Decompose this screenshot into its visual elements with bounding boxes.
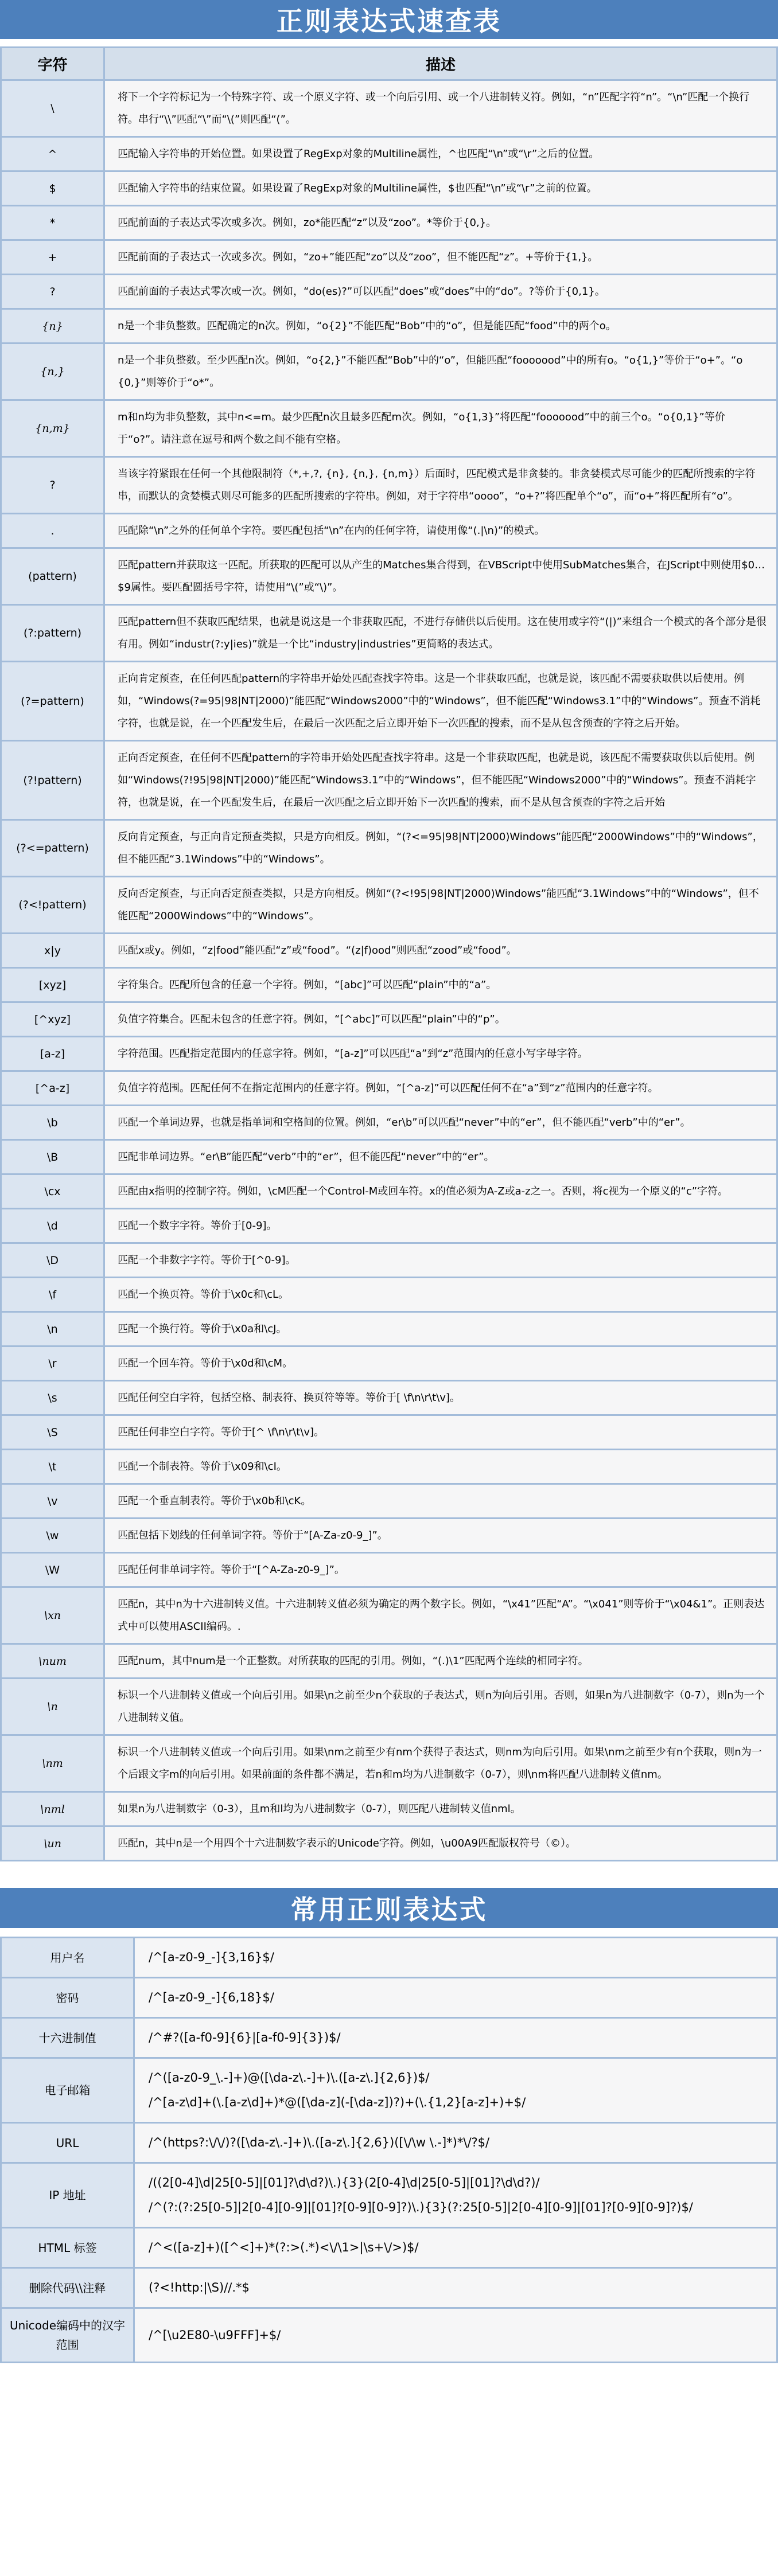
char-cell: (?:pattern) [1,605,104,662]
desc-cell: 匹配前面的子表达式零次或多次。例如，zo*能匹配“z”以及“zoo”。*等价于{0,}。 [104,206,777,240]
regex-name-cell: URL [1,2123,134,2163]
desc-cell: 匹配输入字符串的开始位置。如果设置了RegExp对象的Multiline属性，^也匹配“\n”或“\r”之后的位置。 [104,137,777,171]
table-row [1,2018,777,2058]
char-cell: (?<=pattern) [1,820,104,877]
desc-cell: 匹配一个垂直制表符。等价于\x0b和\cK。 [104,1484,777,1519]
char-cell: \W [1,1553,104,1587]
char-cell: \t [1,1450,104,1484]
pattern-line: /^([a-z0-9_\.-]+)@([\da-z\.-]+)\.([a-z\.]{2,6})$/ [149,2071,430,2085]
table-row [1,1938,777,1978]
table-row [1,1735,777,1792]
pattern-line: /^[\u2E80-\u9FFF]+$/ [149,2328,281,2342]
table-row [1,2308,777,2363]
desc-cell: 匹配一个换页符。等价于\x0c和\cL。 [104,1278,777,1312]
table-row [1,1174,777,1209]
char-cell: [a-z] [1,1037,104,1071]
table-row [1,1381,777,1415]
char-cell: {n} [1,309,104,344]
char-cell: \xn [1,1587,104,1644]
common-regex-table [0,1937,778,2363]
table-row [1,2163,777,2228]
table-row [1,206,777,240]
desc-cell: 正向否定预查，在任何不匹配pattern的字符串开始处匹配查找字符串。这是一个非获取匹配，也就是说，该匹配不需要获取供以后使用。例如“Windows(?!95|98|NT|2000)”能匹配“Windows3.1”中的“Windows”，但不能匹配“Windows2000”中的“Windows”。预查不消耗字符，也就是说，在一个匹配发生后，在最后一次匹配之后立即开始下一次匹配的搜索，而不是从包含预查的字符之后开始 [104,741,777,820]
column-header-desc: 描述 [104,48,777,80]
table-row [1,1243,777,1278]
char-cell: \ [1,80,104,137]
desc-cell: m和n均为非负整数，其中n<=m。最少匹配n次且最多匹配m次。例如，“o{1,3}”将匹配“fooooood”中的前三个o。“o{0,1}”等价于“o?”。请注意在逗号和两个数之间不能有空格。 [104,400,777,457]
desc-cell: 字符范围。匹配指定范围内的任意字符。例如，“[a-z]”可以匹配“a”到“z”范围内的任意小写字母字符。 [104,1037,777,1071]
char-cell: \s [1,1381,104,1415]
char-cell: (pattern) [1,548,104,605]
char-cell: \f [1,1278,104,1312]
desc-cell: 如果n为八进制数字（0-3），且m和l均为八进制数字（0-7），则匹配八进制转义值nml。 [104,1792,777,1826]
regex-pattern-cell [134,2308,777,2363]
desc-cell: 将下一个字符标记为一个特殊字符、或一个原义字符、或一个向后引用、或一个八进制转义符。例如，“n”匹配字符“n”。“\n”匹配一个换行符。串行“\\”匹配“\”而“\(”则匹配“(”。 [104,80,777,137]
desc-cell: 匹配一个非数字字符。等价于[^0-9]。 [104,1243,777,1278]
desc-cell: 匹配一个单词边界，也就是指单词和空格间的位置。例如，“er\b”可以匹配“never”中的“er”，但不能匹配“verb”中的“er”。 [104,1106,777,1140]
desc-cell: 当该字符紧跟在任何一个其他限制符（*,+,?, {n}, {n,}, {n,m}）后面时，匹配模式是非贪婪的。非贪婪模式尽可能少的匹配所搜索的字符串，而默认的贪婪模式则尽可能多的匹配所搜索的字符串。例如，对于字符串“oooo”，“o+?”将匹配单个“o”，而“o+”将匹配所有“o”。 [104,457,777,514]
table2-banner [0,1888,778,1928]
table-row [1,2123,777,2163]
pattern-line: /^[a-z0-9_-]{6,18}$/ [149,1990,274,2004]
table-row [1,605,777,662]
column-header-char: 字符 [1,48,104,80]
table-row [1,1002,777,1037]
table-row [1,240,777,275]
pattern-line: /^<([a-z]+)([^<]+)*(?:>(.*)<\/\1>|\s+\/>)$/ [149,2241,419,2254]
table-row [1,171,777,206]
desc-cell: 匹配非单词边界。“er\B”能匹配“verb”中的“er”，但不能匹配“never”中的“er”。 [104,1140,777,1174]
regex-pattern-cell [134,2123,777,2163]
table-row [1,548,777,605]
char-cell: ? [1,457,104,514]
char-cell: \S [1,1415,104,1450]
desc-cell: 负值字符集合。匹配未包含的任意字符。例如，“[^abc]”可以匹配“plain”中的“p”。 [104,1002,777,1037]
desc-cell: 匹配x或y。例如，“z|food”能匹配“z”或“food”。“(z|f)ood”则匹配“zood”或“food”。 [104,934,777,968]
table-row [1,1278,777,1312]
char-cell: (?!pattern) [1,741,104,820]
char-cell: [xyz] [1,968,104,1002]
regex-name-cell: 删除代码\\注释 [1,2268,134,2308]
char-cell: + [1,240,104,275]
desc-cell: 匹配n，其中n是一个用四个十六进制数字表示的Unicode字符。例如，\u00A9匹配版权符号（©）。 [104,1826,777,1861]
regex-cheatsheet-table [0,46,778,1861]
char-cell: ^ [1,137,104,171]
regex-name-cell: 密码 [1,1978,134,2018]
header-row [1,48,777,80]
char-cell: {n,m} [1,400,104,457]
table-row [1,1346,777,1381]
table2-title: 常用正则表达式 [290,1894,488,1925]
char-cell: $ [1,171,104,206]
table-row [1,1484,777,1519]
desc-cell: 匹配除“\n”之外的任何单个字符。要匹配包括“\n”在内的任何字符，请使用像“(.|\n)”的模式。 [104,514,777,548]
table-row [1,1826,777,1861]
desc-cell: 匹配一个数字字符。等价于[0-9]。 [104,1209,777,1243]
table-row [1,80,777,137]
pattern-line: /^(https?:\/\/)?([\da-z\.-]+)\.([a-z\.]{2,6})([\/\w \.-]*)*\/?$/ [149,2136,490,2149]
pattern-line: /^(?:(?:25[0-5]|2[0-4][0-9]|[01]?[0-9][0-9]?)\.){3}(?:25[0-5]|2[0-4][0-9]|[01]?[0-9][0-9]?)$/ [149,2200,693,2214]
table-row [1,1071,777,1106]
table-row [1,1140,777,1174]
table-row [1,934,777,968]
desc-cell: 匹配任何非空白字符。等价于[^ \f\n\r\t\v]。 [104,1415,777,1450]
char-cell: [^a-z] [1,1071,104,1106]
desc-cell: n是一个非负整数。匹配确定的n次。例如，“o{2}”不能匹配“Bob”中的“o”，但是能匹配“food”中的两个o。 [104,309,777,344]
regex-pattern-cell [134,2163,777,2228]
char-cell: (?<!pattern) [1,877,104,934]
regex-name-cell: Unicode编码中的汉字范围 [1,2308,134,2363]
regex-pattern-cell [134,2228,777,2268]
desc-cell: 反向肯定预查，与正向肯定预查类拟，只是方向相反。例如，“(?<=95|98|NT|2000)Windows”能匹配“2000Windows”中的“Windows”，但不能匹配“3.1Windows”中的“Windows”。 [104,820,777,877]
char-cell: {n,} [1,344,104,400]
table-row [1,1415,777,1450]
pattern-line: (?<!http:|\S)//.*$ [149,2281,250,2294]
char-cell: \un [1,1826,104,1861]
table-row [1,275,777,309]
desc-cell: 匹配n，其中n为十六进制转义值。十六进制转义值必须为确定的两个数字长。例如，“\x41”匹配“A”。“\x041”则等价于“\x04&1”。正则表达式中可以使用ASCII编码。. [104,1587,777,1644]
desc-cell: 匹配num，其中num是一个正整数。对所获取的匹配的引用。例如，“(.)\1”匹配两个连续的相同字符。 [104,1644,777,1679]
table-row [1,968,777,1002]
regex-name-cell: IP 地址 [1,2163,134,2228]
char-cell: * [1,206,104,240]
pattern-line: /^[a-z0-9_-]{3,16}$/ [149,1950,274,1964]
char-cell: \d [1,1209,104,1243]
table-row [1,1312,777,1346]
desc-cell: 匹配pattern但不获取匹配结果，也就是说这是一个非获取匹配，不进行存储供以后使用。这在使用或字符“(|)”来组合一个模式的各个部分是很有用。例如“industr(?:y|ies)”就是一个比“industry|industries”更简略的表达式。 [104,605,777,662]
desc-cell: n是一个非负整数。至少匹配n次。例如，“o{2,}”不能匹配“Bob”中的“o”，但能匹配“fooooood”中的所有o。“o{1,}”等价于“o+”。“o{0,}”则等价于“o*”。 [104,344,777,400]
table-row [1,1450,777,1484]
table-row [1,2268,777,2308]
table-row [1,1519,777,1553]
desc-cell: 匹配任何非单词字符。等价于“[^A-Za-z0-9_]”。 [104,1553,777,1587]
desc-cell: 匹配pattern并获取这一匹配。所获取的匹配可以从产生的Matches集合得到，在VBScript中使用SubMatches集合，在JScript中则使用$0…$9属性。要匹配圆括号字符，请使用“\(”或“\)”。 [104,548,777,605]
table-row [1,1679,777,1735]
table-row [1,137,777,171]
table-row [1,1644,777,1679]
char-cell: \D [1,1243,104,1278]
pattern-line: /((2[0-4]\d|25[0-5]|[01]?\d\d?)\.){3}(2[0-4]\d|25[0-5]|[01]?\d\d?)/ [149,2176,540,2189]
desc-cell: 负值字符范围。匹配任何不在指定范围内的任意字符。例如，“[^a-z]”可以匹配任何不在“a”到“z”范围内的任意字符。 [104,1071,777,1106]
desc-cell: 反向否定预查，与正向否定预查类拟，只是方向相反。例如“(?<!95|98|NT|2000)Windows”能匹配“3.1Windows”中的“Windows”，但不能匹配“2000Windows”中的“Windows”。 [104,877,777,934]
table-row [1,1553,777,1587]
regex-name-cell: 电子邮箱 [1,2058,134,2123]
regex-pattern-cell [134,1978,777,2018]
pattern-line: /^[a-z\d]+(\.[a-z\d]+)*@([\da-z](-[\da-z])?)+(\.{1,2}[a-z]+)+$/ [149,2095,526,2109]
char-cell: \n [1,1679,104,1735]
regex-pattern-cell [134,1938,777,1978]
table-row [1,457,777,514]
regex-name-cell: 用户名 [1,1938,134,1978]
pattern-line: /^#?([a-f0-9]{6}|[a-f0-9]{3})$/ [149,2031,341,2044]
char-cell: \r [1,1346,104,1381]
regex-pattern-cell [134,2058,777,2123]
desc-cell: 匹配包括下划线的任何单词字符。等价于“[A-Za-z0-9_]”。 [104,1519,777,1553]
regex-name-cell: 十六进制值 [1,2018,134,2058]
regex-pattern-cell [134,2018,777,2058]
table-row [1,400,777,457]
table-row [1,1792,777,1826]
desc-cell: 匹配由x指明的控制字符。例如，\cM匹配一个Control-M或回车符。x的值必须为A-Z或a-z之一。否则，将c视为一个原义的“c”字符。 [104,1174,777,1209]
char-cell: \v [1,1484,104,1519]
char-cell: \nml [1,1792,104,1826]
table-row [1,344,777,400]
table-row [1,2228,777,2268]
char-cell: \b [1,1106,104,1140]
desc-cell: 匹配一个回车符。等价于\x0d和\cM。 [104,1346,777,1381]
table-row [1,662,777,741]
char-cell: \n [1,1312,104,1346]
char-cell: x|y [1,934,104,968]
desc-cell: 匹配输入字符串的结束位置。如果设置了RegExp对象的Multiline属性，$也匹配“\n”或“\r”之前的位置。 [104,171,777,206]
table-row [1,820,777,877]
char-cell: \B [1,1140,104,1174]
char-cell: \cx [1,1174,104,1209]
char-cell: \num [1,1644,104,1679]
table-row [1,1037,777,1071]
table1-banner [0,0,778,39]
table-row [1,1209,777,1243]
char-cell: ? [1,275,104,309]
table-row [1,2058,777,2123]
regex-name-cell: HTML 标签 [1,2228,134,2268]
char-cell: \nm [1,1735,104,1792]
regex-pattern-cell [134,2268,777,2308]
desc-cell: 匹配任何空白字符，包括空格、制表符、换页符等等。等价于[ \f\n\r\t\v]。 [104,1381,777,1415]
desc-cell: 匹配一个制表符。等价于\x09和\cI。 [104,1450,777,1484]
table-row [1,741,777,820]
desc-cell: 匹配前面的子表达式零次或一次。例如，“do(es)?”可以匹配“does”或“does”中的“do”。?等价于{0,1}。 [104,275,777,309]
desc-cell: 正向肯定预查，在任何匹配pattern的字符串开始处匹配查找字符串。这是一个非获取匹配，也就是说，该匹配不需要获取供以后使用。例如，“Windows(?=95|98|NT|2000)”能匹配“Windows2000”中的“Windows”，但不能匹配“Windows3.1”中的“Windows”。预查不消耗字符，也就是说，在一个匹配发生后，在最后一次匹配之后立即开始下一次匹配的搜索，而不是从包含预查的字符之后开始。 [104,662,777,741]
desc-cell: 字符集合。匹配所包含的任意一个字符。例如，“[abc]”可以匹配“plain”中的“a”。 [104,968,777,1002]
table-row [1,1587,777,1644]
table-row [1,877,777,934]
char-cell: [^xyz] [1,1002,104,1037]
table-row [1,309,777,344]
table-row [1,1978,777,2018]
char-cell: \w [1,1519,104,1553]
table-row [1,514,777,548]
desc-cell: 匹配前面的子表达式一次或多次。例如，“zo+”能匹配“zo”以及“zoo”，但不能匹配“z”。+等价于{1,}。 [104,240,777,275]
table-row [1,1106,777,1140]
desc-cell: 匹配一个换行符。等价于\x0a和\cJ。 [104,1312,777,1346]
table1-title: 正则表达式速查表 [277,6,501,37]
char-cell: . [1,514,104,548]
char-cell: (?=pattern) [1,662,104,741]
desc-cell: 标识一个八进制转义值或一个向后引用。如果\nm之前至少有nm个获得子表达式，则nm为向后引用。如果\nm之前至少有n个获取，则n为一个后跟文字m的向后引用。如果前面的条件都不满足，若n和m均为八进制数字（0-7），则\nm将匹配八进制转义值nm。 [104,1735,777,1792]
desc-cell: 标识一个八进制转义值或一个向后引用。如果\n之前至少n个获取的子表达式，则n为向后引用。否则，如果n为八进制数字（0-7），则n为一个八进制转义值。 [104,1679,777,1735]
